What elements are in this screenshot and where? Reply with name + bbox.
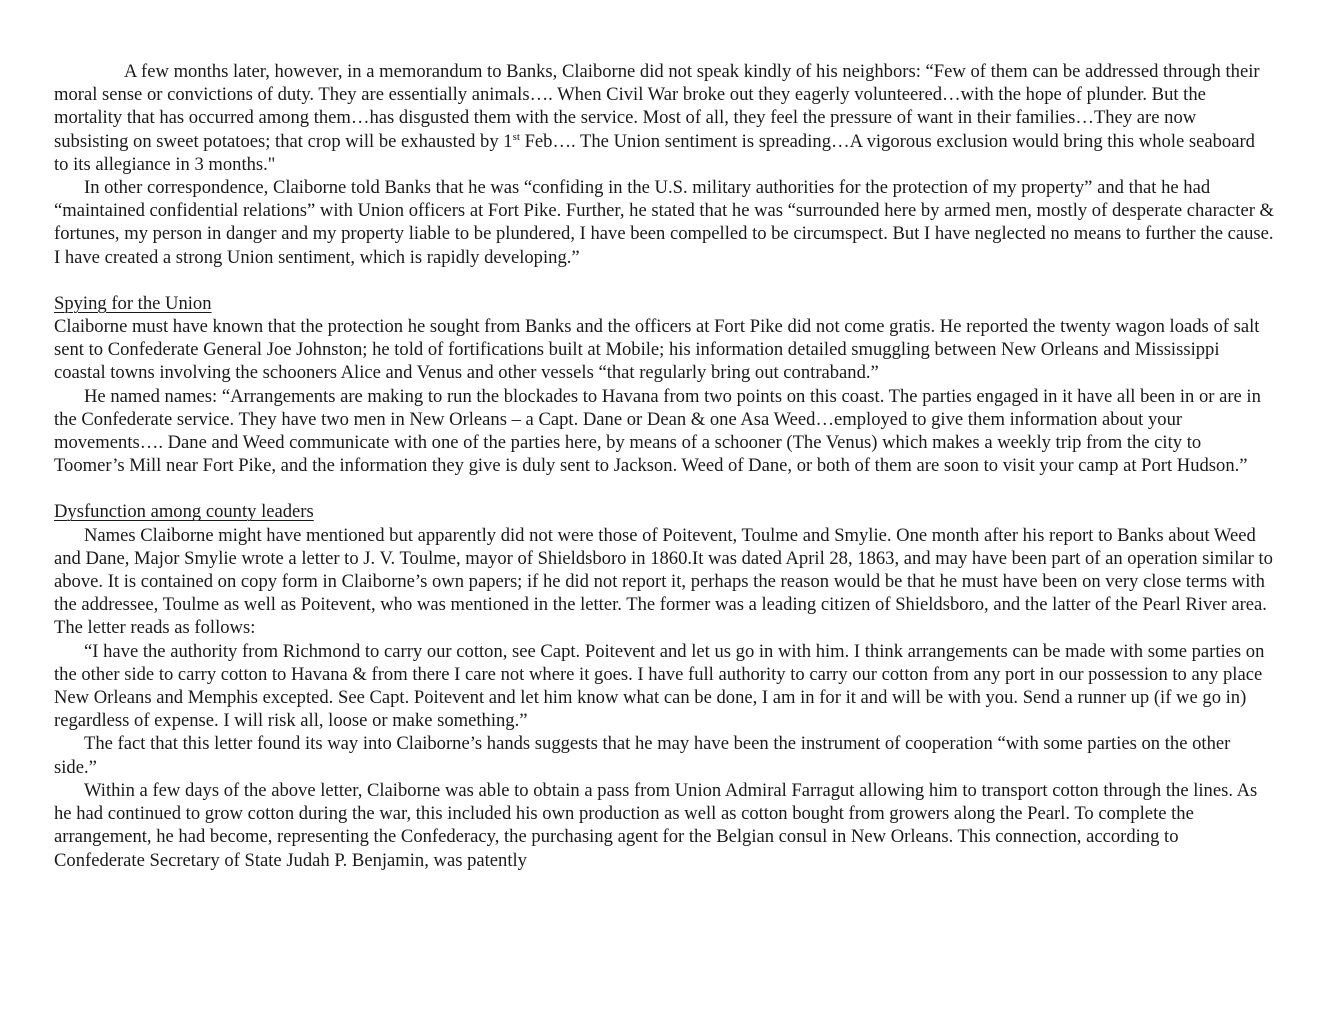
dysfunction-paragraph-4: Within a few days of the above letter, Claiborne was able to obtain a pass from Union Admiral Farragut allowing him to transport cotton through the lines. As he had continued to grow cotton during the war, this included his own production as well as cotton bought from growers along the Pearl. To complete the arrangement, he had become, representing the Confederacy, the purchasing agent for the Belgian consul in New Orleans. This connection, according to Confederate Secretary of State Judah P. Benjamin, was patently [54,779,1258,871]
section-heading-spying: Spying for the Union [54,292,212,314]
intro-paragraph-1-text-b: Feb…. The Union sentiment is spreading…A vigorous exclusion would bring this whole seaboard to its allegiance in 3 months." [54,130,1255,175]
intro-paragraph-1-text-a: A few months later, however, in a memorandum to Banks, Claiborne did not speak kindly of his neighbors: “Few of them can be addressed through their moral sense or convictions of duty. They are essentially animals…. When Civil War broke out they eagerly volunteered…with the hope of plunder. But the mortality that has occurred among them…has disgusted them with the service. Most of all, they feel the pressure of want in their families…They are now subsisting on sweet potatoes; that crop will be exhausted by 1 [54,61,1260,152]
ordinal-superscript: st [512,130,520,143]
intro-paragraph-1 [54,60,1274,176]
spying-paragraph-2: He named names: “Arrangements are making to run the blockades to Havana from two points on this coast. The parties engaged in it have all been in or are in the Confederate service. They have two men in New Orleans – a Capt. Dane or Dean & one Asa Weed…employed to give them information about your movements…. Dane and Weed communicate with one of the parties here, by means of a schooner (The Venus) which makes a weekly trip from the city to Toomer’s Mill near Fort Pike, and the information they give is duly sent to Jackson. Weed of Dane, or both of them are soon to visit your camp at Port Hudson.” [54,385,1261,477]
section-gap [54,477,1274,500]
intro-paragraph-2: In other correspondence, Claiborne told Banks that he was “confiding in the U.S. military authorities for the protection of my property” and that he had “maintained confidential relations” with Union officers at Fort Pike. Further, he stated that he was “surrounded here by armed men, mostly of desperate character & fortunes, my person in danger and my property liable to be plundered, I have been compelled to be circumspect. But I have neglected no means to further the cause. I have created a strong Union sentiment, which is rapidly developing.” [54,177,1275,268]
document-page [54,60,1274,872]
spying-paragraph-1: Claiborne must have known that the protection he sought from Banks and the officers at Fort Pike did not come gratis. He reported the twenty wagon loads of salt sent to Confederate General Joe Johnston; he told of fortifications built at Mobile; his information detailed smuggling between New Orleans and Mississippi coastal towns involving the schooners Alice and Venus and other vessels “that regularly bring out contraband.” [54,316,1260,384]
dysfunction-paragraph-3: The fact that this letter found its way into Claiborne’s hands suggests that he may have been the instrument of cooperation “with some parties on the other side.” [54,733,1231,778]
dysfunction-paragraph-1: Names Claiborne might have mentioned but apparently did not were those of Poitevent, Toulme and Smylie. One month after his report to Banks about Weed and Dane, Major Smylie wrote a letter to J. V. Toulme, mayor of Shieldsboro in 1860.It was dated April 28, 1863, and may have been part of an operation similar to above. It is contained on copy form in Claiborne’s own papers; if he did not report it, perhaps the reason would be that he must have been on very close terms with the addressee, Toulme as well as Poitevent, who was mentioned in the letter. The former was a leading citizen of Shieldsboro, and the latter of the Pearl River area. The letter reads as follows: [54,524,1273,639]
letter-quote-paragraph: “I have the authority from Richmond to carry our cotton, see Capt. Poitevent and let us go in with him. I think arrangements can be made with some parties on the other side to carry cotton to Havana & from there I care not where it goes. I have full authority to carry our cotton from any port in our possession to any place New Orleans and Memphis excepted. See Capt. Poitevent and let him know what can be done, I am in for it and will be with you. Send a runner up (if we go in) regardless of expense. I will risk all, loose or make something.” [54,640,1265,732]
section-gap [54,269,1274,292]
section-heading-dysfunction: Dysfunction among county leaders [54,501,314,523]
